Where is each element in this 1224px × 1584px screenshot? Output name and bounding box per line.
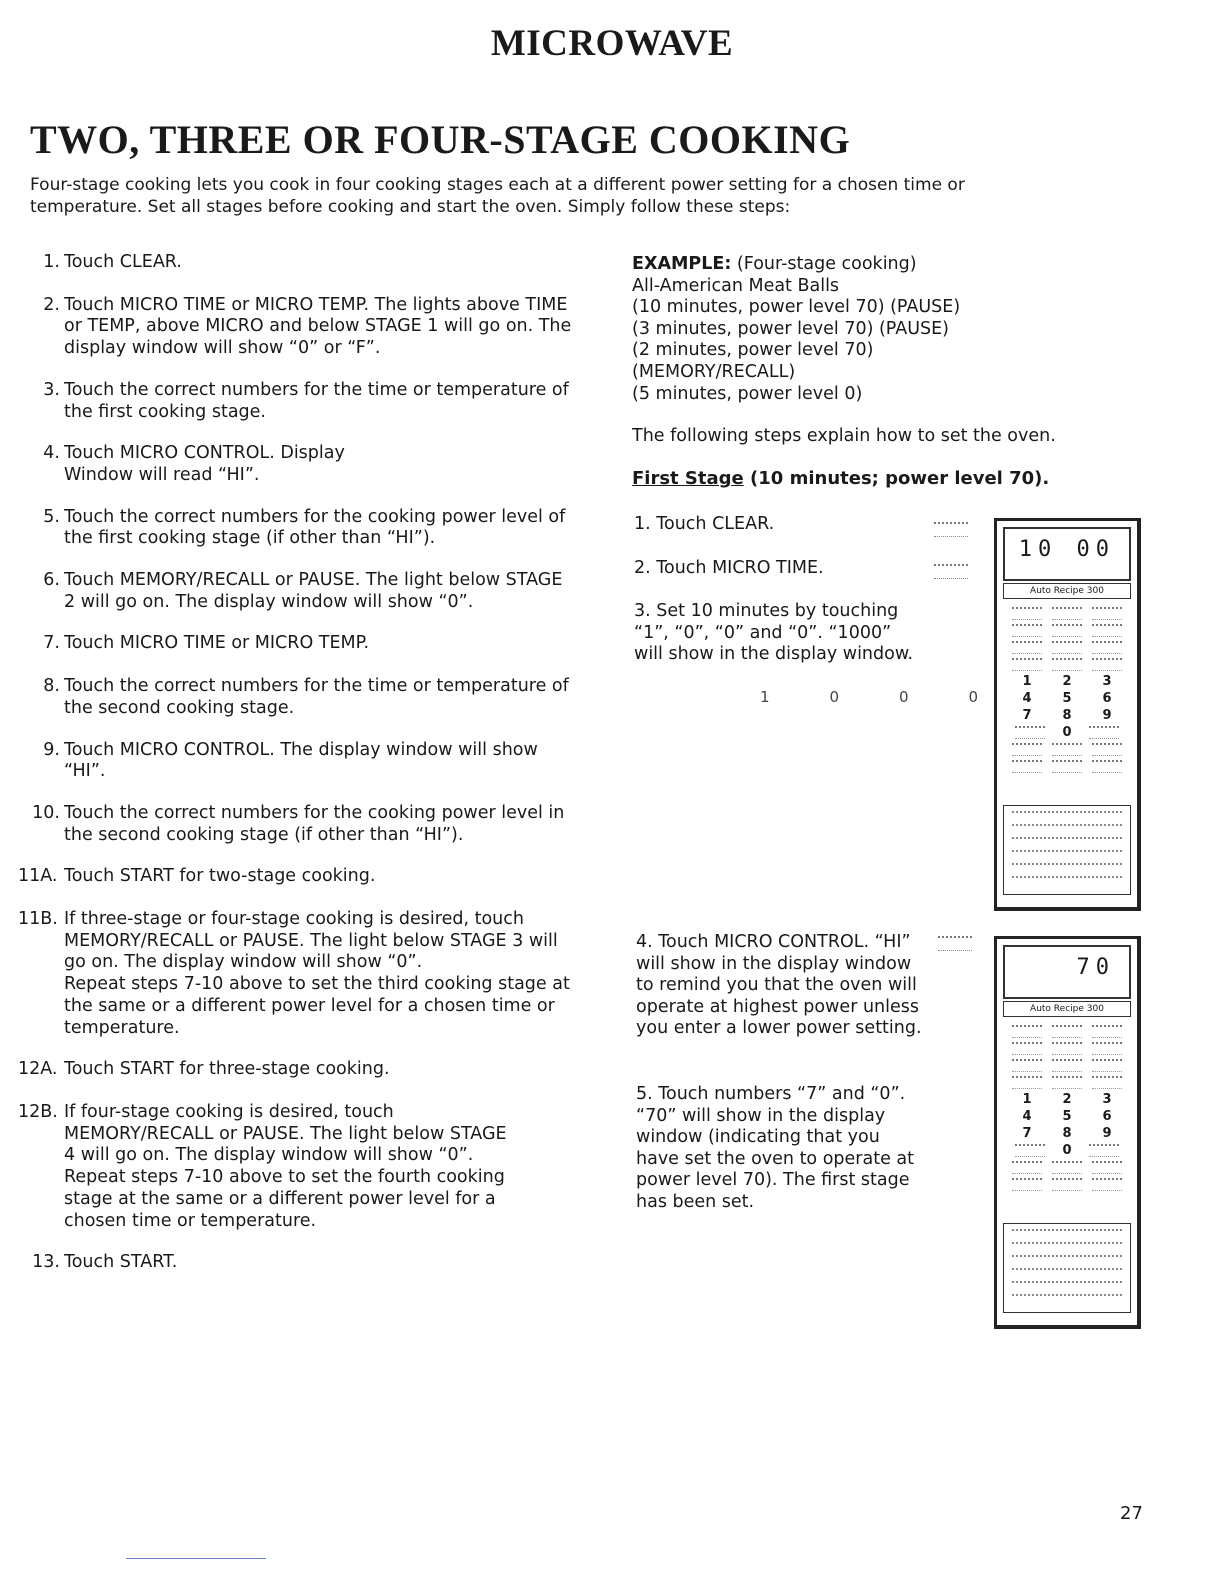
step-number: 3. — [43, 379, 60, 400]
digit-key-row — [760, 688, 980, 706]
example-type: (Four-stage cooking) — [736, 254, 917, 274]
digit-key: 1 — [760, 688, 772, 706]
key: 2 — [1062, 1092, 1072, 1107]
key: 4 — [1022, 691, 1032, 706]
panel-lower-section — [1003, 1223, 1131, 1313]
clear-key-icon — [934, 522, 968, 537]
key: 6 — [1102, 1109, 1112, 1124]
step-text: Touch MICRO CONTROL. “HI” will show in the display window to remind you that the oven will operate at highest power unless you enter a lower power setting. — [636, 932, 922, 1039]
display-readout: 70 — [1076, 955, 1115, 980]
step-text: If three-stage or four-stage cooking is desired, touch MEMORY/RECALL or PAUSE. The light below STAGE 3 will go on. The display window will show “0”. — [64, 909, 558, 973]
digit-key: 0 — [898, 688, 911, 706]
step-number: 5. — [636, 1084, 653, 1104]
step-number: 6. — [43, 570, 60, 591]
micro-time-key-icon — [934, 564, 968, 579]
step-text: Touch MICRO TIME. — [656, 558, 824, 578]
control-panel-illustration — [994, 936, 1141, 1329]
step-text: Touch MICRO TIME or MICRO TEMP. — [64, 633, 370, 654]
step-note: Repeat steps 7-10 above to set the fourth cooking stage at the same or a different power level for a chosen time or temperature. — [64, 1167, 505, 1231]
page-header: MICROWAVE — [490, 23, 734, 64]
step-item — [18, 1252, 578, 1274]
key: 4 — [1022, 1109, 1032, 1124]
step-number: 12A. — [18, 1059, 58, 1080]
step-number: 12B. — [18, 1101, 58, 1122]
steps-list — [18, 252, 578, 1274]
example-dish: All-American Meat Balls — [632, 275, 840, 296]
step-item — [18, 507, 578, 550]
step-item — [18, 1059, 578, 1081]
key: 8 — [1062, 708, 1072, 723]
key: 0 — [1062, 725, 1072, 740]
step-text: Touch START. — [64, 1252, 178, 1273]
step-item — [18, 866, 578, 888]
section-title: TWO, THREE OR FOUR-STAGE COOKING — [30, 117, 851, 162]
step-text: Touch START for three-stage cooking. — [64, 1059, 390, 1080]
key: 3 — [1102, 674, 1112, 689]
step-number: 11A. — [18, 866, 58, 887]
step-text: If four-stage cooking is desired, touch MEMORY/RECALL or PAUSE. The light below STAGE 4 will go on. The display window will show “0”. — [64, 1101, 507, 1166]
step-text: Touch CLEAR. — [64, 252, 182, 272]
key: 8 — [1062, 1126, 1072, 1141]
step-number: 4. — [636, 932, 653, 952]
step-number: 4. — [43, 443, 60, 464]
key: 3 — [1102, 1092, 1112, 1107]
step-text: Touch the correct numbers for the time or temperature of the first cooking stage. — [64, 379, 569, 422]
step-number: 2. — [43, 294, 60, 315]
example-block — [632, 254, 1192, 448]
step-item — [18, 740, 578, 783]
keypad — [1007, 605, 1127, 775]
step-number: 11B. — [18, 909, 58, 930]
step-item — [18, 443, 404, 486]
example-line: (10 minutes, power level 70) (PAUSE) — [632, 297, 961, 318]
step-number: 8. — [43, 676, 60, 697]
page-number: 27 — [1120, 1503, 1143, 1524]
first-stage-step — [634, 514, 914, 536]
step-note: Repeat steps 7-10 above to set the third cooking stage at the same or a different power level for a chosen time or temperature. — [64, 974, 570, 1038]
first-stage-detail: (10 minutes; power level 70). — [750, 468, 1050, 489]
example-following: The following steps explain how to set the oven. — [632, 426, 1056, 447]
example-line: (2 minutes, power level 70) — [632, 340, 874, 361]
step-text: Touch MEMORY/RECALL or PAUSE. The light below STAGE 2 will go on. The display window will show “0”. — [64, 570, 563, 612]
step-text: Touch the correct numbers for the cooking power level of the first cooking stage (if other than “HI”). — [64, 506, 566, 549]
step-item — [18, 909, 578, 1039]
key: 2 — [1062, 674, 1072, 689]
first-stage-step — [634, 558, 914, 580]
keypad — [1007, 1023, 1127, 1193]
key: 7 — [1022, 1126, 1032, 1141]
auto-recipe-label: Auto Recipe 300 — [1003, 1001, 1131, 1017]
step-number: 10. — [32, 802, 60, 823]
example-line: (3 minutes, power level 70) (PAUSE) — [632, 318, 950, 339]
example-line: (5 minutes, power level 0) — [632, 383, 863, 404]
step-text: Touch numbers “7” and “0”. “70” will show in the display window (indicating that you have set the oven to operate at power level 70). The first stage has been set. — [636, 1084, 914, 1212]
key: 0 — [1062, 1143, 1072, 1158]
digit-key: 0 — [968, 688, 980, 706]
example-label: EXAMPLE: — [632, 254, 732, 274]
key: 6 — [1102, 691, 1112, 706]
step-item — [18, 633, 578, 655]
key: 9 — [1102, 708, 1112, 723]
step-number: 13. — [32, 1252, 60, 1273]
key: 9 — [1102, 1126, 1112, 1141]
step-number: 5. — [43, 506, 60, 527]
first-stage-step — [634, 601, 924, 666]
step-text: Touch the correct numbers for the time or temperature of the second cooking stage. — [64, 676, 569, 718]
step-number: 1. — [43, 252, 60, 272]
step-item — [18, 570, 578, 613]
auto-recipe-label: Auto Recipe 300 — [1003, 583, 1131, 599]
first-stage-step — [636, 1084, 926, 1214]
footer-rule — [126, 1558, 266, 1559]
step-number: 9. — [43, 739, 60, 760]
key: 5 — [1062, 691, 1072, 706]
digit-key: 0 — [829, 688, 842, 706]
display-readout: 10 00 — [1018, 537, 1115, 562]
step-item — [18, 803, 578, 846]
step-text: Touch START for two-stage cooking. — [64, 866, 376, 887]
first-stage-heading — [632, 468, 1049, 489]
example-line: (MEMORY/RECALL) — [632, 361, 796, 382]
key: 7 — [1022, 708, 1032, 723]
step-item — [18, 676, 578, 719]
panel-lower-section — [1003, 805, 1131, 895]
step-text: Touch MICRO CONTROL. The display window will show “HI”. — [64, 739, 538, 782]
step-number: 2. — [634, 558, 651, 578]
step-text: Touch MICRO TIME or MICRO TEMP. The lights above TIME or TEMP, above MICRO and below STAGE 1 will go on. The display window will show “0” or “F”. — [64, 294, 572, 359]
control-panel-illustration — [994, 518, 1141, 911]
step-text: Touch the correct numbers for the cooking power level in the second cooking stage (if other than “HI”). — [64, 802, 565, 845]
step-text: Touch MICRO CONTROL. Display Window will read “HI”. — [64, 443, 345, 485]
step-text: Touch CLEAR. — [656, 514, 775, 534]
display-window — [1003, 527, 1131, 581]
micro-control-key-icon — [938, 936, 972, 951]
step-item — [18, 1102, 514, 1232]
step-item — [18, 380, 578, 423]
key: 5 — [1062, 1109, 1072, 1124]
display-window — [1003, 945, 1131, 999]
step-item — [18, 295, 578, 360]
step-item — [18, 252, 578, 274]
key: 1 — [1022, 674, 1032, 689]
key: 1 — [1022, 1092, 1032, 1107]
step-number: 3. — [634, 601, 651, 621]
step-number: 7. — [43, 633, 60, 654]
intro-paragraph: Four-stage cooking lets you cook in four cooking stages each at a different power setting for a chosen time or temperature. Set all stages before cooking and start the oven. Simply follow these steps: — [30, 175, 965, 217]
first-stage-step — [636, 932, 926, 1040]
step-text: Set 10 minutes by touching “1”, “0”, “0” and “0”. “1000” will show in the display window. — [634, 601, 914, 665]
step-number: 1. — [634, 514, 651, 534]
first-stage-title: First Stage — [632, 468, 744, 489]
